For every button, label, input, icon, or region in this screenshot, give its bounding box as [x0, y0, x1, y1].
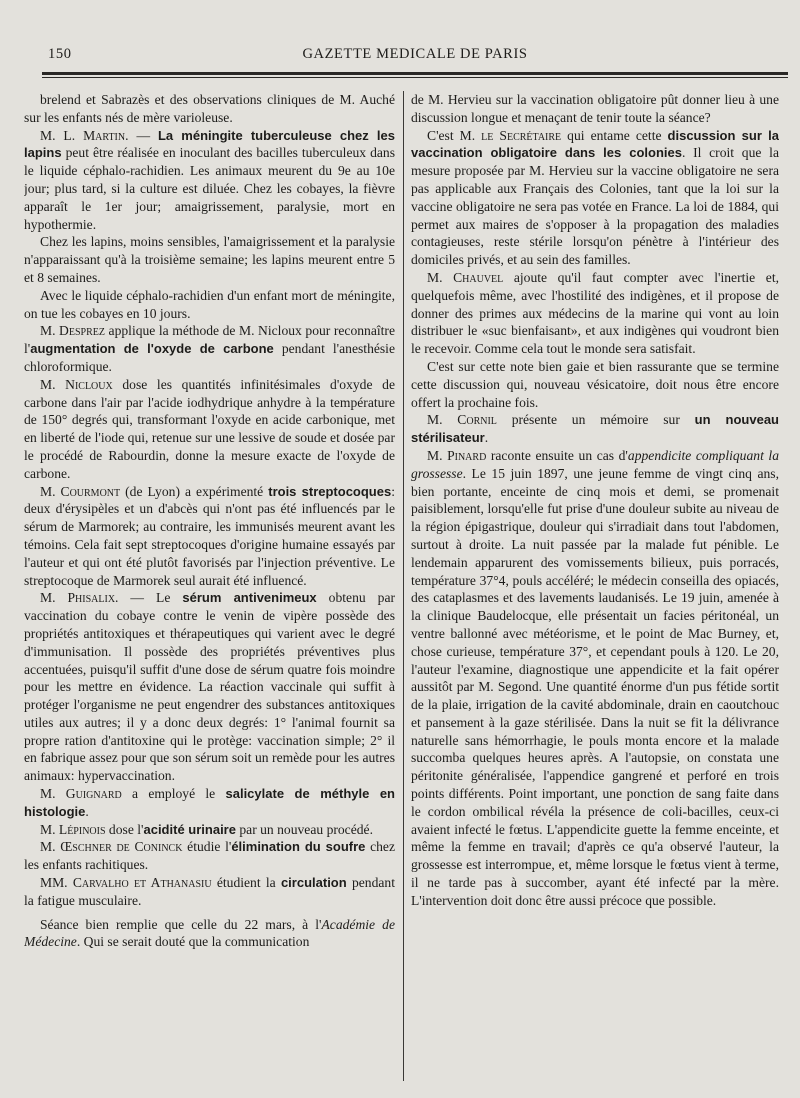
bold-term: élimination du soufre — [231, 839, 366, 855]
text-run: pendant l'anesthésie chloroformique. — [24, 341, 395, 374]
paragraph-p1 — [24, 91, 395, 127]
author-name: Carvalho et Athanasiu — [72, 875, 212, 891]
text-run: M. L. — [40, 127, 84, 143]
text-run: M. — [427, 447, 448, 463]
paragraph-p13 — [24, 916, 395, 952]
author-name: Courmont — [60, 483, 121, 499]
paragraph-p6 — [24, 376, 395, 483]
author-name: Chauvel — [453, 269, 504, 285]
bold-term: acidité urinaire — [143, 821, 236, 837]
italic-text: Académie de Médecine — [24, 916, 395, 950]
text-run: M. — [427, 269, 454, 285]
paragraph-p8 — [24, 589, 395, 785]
author-name: Cornil — [457, 412, 497, 428]
text-run: peut être réalisée en inoculant des bacilles tuberculeux dans le liquide céphalo-rachidien. Les animaux meurent du 9e au 10e jour; plus tard, si la culture est diluée. Chez les cobayes, la fièvre apparaît le 1er jour; amaigrissement, paralysie, mort en hypothermie. — [24, 145, 395, 232]
text-run: C'est sur cette note bien gaie et bien rassurante que se termine cette discussion qui, nouveau vésicatoire, doit nous être encore offert la prochaine fois. — [411, 358, 779, 410]
text-run: M. — [40, 323, 60, 339]
text-run: C'est M. — [427, 127, 482, 143]
text-run: étudient la — [211, 875, 281, 891]
text-run: . — [484, 430, 489, 446]
paragraph-p2 — [24, 127, 395, 234]
author-name: Guignard — [65, 786, 122, 802]
bold-term: La méningite tuberculeuse chez les lapins — [24, 127, 395, 161]
text-run: M. — [40, 786, 66, 802]
paragraph-r5 — [411, 411, 779, 447]
author-name: Martin — [83, 127, 126, 143]
text-run: : deux d'érysipèles et un d'abcès qui n'ont pas été influencés par le sérum de Marmorek; au contraire, les immunisés meurent avant les témoins. Cela fait sept streptocoques d'origine humaine essayés par l'auteur et qui ont été plutôt favorisés par l'injection préventive. Le streptocoque de Marmorek seul aurait été influencé. — [24, 483, 395, 588]
paragraph-p3 — [24, 233, 395, 286]
bold-term: discussion sur la vaccination obligatoire dans les colonies — [411, 127, 779, 161]
text-run: . — [85, 803, 89, 819]
text-run: Séance bien remplie que celle du 22 mars, à l' — [40, 916, 322, 932]
author-name: Œschner de Coninck — [60, 839, 183, 855]
text-run: par un nouveau procédé. — [235, 821, 373, 837]
author-name: Pinard — [447, 447, 487, 463]
paragraph-p5 — [24, 322, 395, 375]
text-run: M. — [40, 821, 59, 837]
paragraph-p10 — [24, 821, 395, 839]
text-run: qui entame cette — [561, 127, 668, 143]
text-run: brelend et Sabrazès et des observations cliniques de M. Auché sur les enfants nés de mère varioleuse. — [24, 92, 395, 125]
author-name: Desprez — [59, 323, 105, 339]
text-run: M. — [40, 590, 68, 606]
text-run: chez les enfants rachitiques. — [24, 839, 395, 873]
author-name: Phisalix — [67, 590, 116, 606]
paragraph-r1 — [411, 91, 779, 127]
text-run: M. — [40, 376, 66, 392]
text-run: obtenu par vaccination du cobaye contre le venin de vipère possède des propriétés antitoxiques et thérapeutiques qui varient avec le degré d'immunisation. Il possède des propriétés préventives plus accentuées, puisqu'il suffit d'une dose de sérum quatre fois moindre pour les mettre en évidence. La réaction vaccinale qui suffit à protéger l'organisme ne peut engendrer des substances antitoxiques utiles aux autres; il y a donc deux degrés: 1° l'animal fournit sa propre ration d'antitoxine qui le protège: vaccination simple; 2° il en fabrique assez pour que son sérum soit un remède pour les autres animaux: hypervaccination. — [24, 590, 395, 784]
text-run: de M. Hervieu sur la vaccination obligatoire pût donner lieu à une discussion longue et menaçant de tenir toute la séance? — [411, 92, 779, 125]
text-run: MM. — [40, 875, 73, 891]
text-run: . Qui se serait douté que la communication — [76, 934, 310, 950]
paragraph-r4 — [411, 358, 779, 411]
bold-term: circulation — [280, 875, 347, 891]
running-header — [48, 44, 782, 68]
bold-term: augmentation de l'oxyde de carbone — [30, 341, 274, 357]
bold-term: salicylate de méthyle en histologie — [24, 786, 395, 819]
bold-term: sérum antivenimeux — [182, 590, 317, 606]
text-run: Chez les lapins, moins sensibles, l'amaigrissement et la paralysie n'apparaissant qu'à la troisième semaine; les lapins meurent entre 5 et 8 semaines. — [24, 234, 395, 285]
paragraph-p11 — [24, 838, 395, 874]
text-run: . Le 15 juin 1897, une jeune femme de vingt cinq ans, bien portante, enceinte de cinq mois et demi, se promenait paisiblement, lorsqu'elle fut prise d'une douleur subite au niveau de la région épigastrique, douleur qui s'irradiait dans tout l'abdomen, surtout à droite. La nuit passée par la malade fut pénible. Le lendemain apparurent des vomissements bilieux, puis porracés, température 37°4, pouls accéléré; le médecin conseilla des opiacés, des cataplasmes et des lavements laudanisés. Le 19 juin, amenée à la clinique Baudelocque, elle présentait un facies péritonéal, un ventre ballonné avec météorisme, et le point de Mac Burney, et, chose curieuse, température 37°, et cependant pouls à 120. Le 20, l'auteur l'examine, diagnostique une appendicite et la fait opérer aussitôt par M. Segond. Une quantité énorme d'un pus fétide sortit de la plaie, irrigation de la cavité abdominale, drain en caoutchouc et pansement à la gaze stérilisée. Dans la nuit se fit la délivrance naturelle sans hémorrhagie, le pouls monta encore et la malade succomba quelques heures après. A l'autopsie, on constata une péritonite généralisée, l'appendice gangrené et perforé en trois points différents. Point important, une ponction de sang faite dans le cordon ombilical révéla la présence de coli-bacilles, ceux-ci avaient infecté le fœtus. L'appendicite guette la femme enceinte, et même la femme en travail; d'après ce qu'a observé l'auteur, la grossesse est interrompue, et, même lorsque le fœtus vient à terme, il ne tarde pas à succomber, ayant été infecté par la mère. L'intervention doit donc être aussi précoce que possible. — [411, 465, 779, 908]
journal-title: GAZETTE MEDICALE DE PARIS — [302, 46, 528, 62]
header-rule-thick — [42, 72, 788, 75]
author-name: le Secrétaire — [481, 127, 562, 143]
paragraph-p12 — [24, 874, 395, 910]
text-run: . — Le — [115, 590, 183, 606]
text-run: étudie l' — [182, 839, 232, 855]
left-column — [24, 91, 395, 1091]
paragraph-r6 — [411, 447, 779, 910]
paragraph-p7 — [24, 483, 395, 590]
text-run: ajoute qu'il faut compter avec l'inertie et, quelquefois même, avec l'hostilité des indigènes, et il propose de donner des primes aux médecins de la marine qui vont au loin distribuer le «suc bienfaisant», et aux indigènes qui voudront bien le recevoir. Comme cela tout le monde sera satisfait. — [411, 269, 779, 357]
text-run: dose les quantités infinitésimales d'oxyde de carbone dans l'air par l'acide iodhydrique anhydre à la température de 150° degrés qui, transformant l'oxyde en acide carbonique, met en liberté de l'iode qui, retenue sur une lessive de soude et dosée par le procédé de Rabourdin, donne la mesure exacte de l'oxyde de carbone. — [24, 376, 395, 481]
text-run: M. — [40, 839, 61, 855]
bold-term: trois streptocoques — [268, 483, 392, 499]
text-run: M. — [40, 483, 61, 499]
paragraph-r2 — [411, 127, 779, 269]
text-run: . Il croit que la mesure proposée par M. Hervieu sur la vaccine obligatoire ne sera pas applicable aux Français des Colonies, tant que la loi sur la vaccine obligatoire ne sera pas votée en France. La loi de 1884, qui permet aux maires de s'opposer à la propagation des maladies contagieuses, reste stérile lorsqu'on pénètre à l'intérieur des domiciles privés, et au sein des familles. — [411, 145, 779, 268]
paragraph-p9 — [24, 785, 395, 821]
text-run: . — — [125, 127, 158, 143]
text-run: (de Lyon) a expérimenté — [120, 483, 269, 499]
paragraph-p4 — [24, 287, 395, 323]
author-name: Nicloux — [65, 376, 113, 392]
paragraph-r3 — [411, 269, 779, 358]
column-divider — [403, 91, 404, 1081]
text-run: M. — [427, 412, 458, 428]
text-run: raconte ensuite un cas d' — [486, 447, 628, 463]
italic-text: appendicite compliquant la grossesse — [411, 447, 779, 481]
page-number: 150 — [48, 46, 72, 62]
text-run: applique la méthode de M. Nicloux pour reconnaître l' — [24, 323, 395, 357]
text-run: pendant la fatigue musculaire. — [24, 875, 395, 908]
text-run: présente un mémoire sur — [496, 412, 695, 428]
header-rule-thin — [42, 77, 788, 78]
right-column — [411, 91, 779, 1091]
text-run: a employé le — [121, 786, 226, 802]
author-name: Lépinois — [58, 821, 106, 837]
bold-term: un nouveau stérilisateur — [411, 412, 779, 446]
text-run: Avec le liquide céphalo-rachidien d'un enfant mort de méningite, on tue les cobayes en 10 jours. — [24, 287, 395, 321]
text-run: dose l' — [105, 821, 144, 837]
